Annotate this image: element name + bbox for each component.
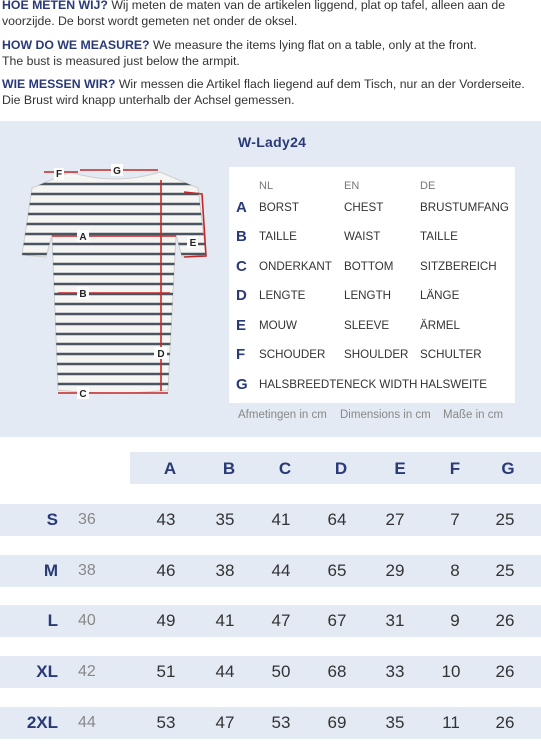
cell-d: 64 bbox=[327, 510, 347, 529]
cell-b: 44 bbox=[215, 662, 235, 681]
cell-d: 68 bbox=[327, 662, 347, 681]
cell-b: 41 bbox=[215, 611, 235, 630]
intro-en-label: HOW DO WE MEASURE? bbox=[2, 38, 150, 52]
column-header-e: E bbox=[394, 459, 406, 478]
legend-letter: D bbox=[236, 287, 247, 304]
size-number: 40 bbox=[78, 612, 96, 629]
cell-c: 41 bbox=[271, 510, 291, 529]
cell-c: 44 bbox=[271, 561, 291, 580]
legend-letter: A bbox=[236, 199, 247, 216]
legend-row-e bbox=[0, 317, 541, 345]
units-de: Maße in cm bbox=[443, 409, 504, 421]
cell-a: 53 bbox=[156, 713, 176, 732]
cell-c: 53 bbox=[271, 713, 291, 732]
diagram-label-b: B bbox=[79, 289, 87, 300]
size-number: 42 bbox=[78, 663, 96, 680]
column-header-b: B bbox=[222, 459, 236, 478]
intro-de-text: Wir messen die Artikel flach liegend auf dem Tisch, nur an der Vorderseite. bbox=[115, 77, 525, 91]
legend-header-nl: NL bbox=[259, 180, 274, 192]
cell-d: 69 bbox=[327, 713, 347, 732]
cell-f: 9 bbox=[450, 611, 460, 630]
legend-letter: E bbox=[236, 317, 247, 334]
table-row bbox=[0, 707, 541, 739]
legend-row-b bbox=[0, 228, 541, 256]
legend-nl: LENGTE bbox=[259, 289, 306, 302]
cell-b: 38 bbox=[215, 561, 235, 580]
cell-g: 25 bbox=[495, 561, 515, 580]
cell-g: 25 bbox=[495, 510, 515, 529]
table-row bbox=[0, 555, 541, 587]
legend-de: ÄRMEL bbox=[420, 319, 460, 332]
cell-g: 26 bbox=[495, 713, 515, 732]
size-number: 44 bbox=[78, 714, 96, 731]
legend-row-c bbox=[0, 258, 541, 286]
diagram-label-d: D bbox=[157, 349, 165, 360]
cell-f: 8 bbox=[450, 561, 460, 580]
cell-g: 26 bbox=[495, 662, 515, 681]
column-header-g: G bbox=[501, 459, 515, 478]
legend-de: SCHULTER bbox=[420, 348, 482, 361]
cell-g: 26 bbox=[495, 611, 515, 630]
cell-d: 67 bbox=[327, 611, 347, 630]
legend-en: BOTTOM bbox=[344, 260, 394, 273]
legend-letter: B bbox=[236, 228, 247, 245]
diagram-label-e: E bbox=[189, 238, 197, 249]
intro-en-text: We measure the items lying flat on a table, only at the front. bbox=[149, 38, 477, 52]
size-label: L bbox=[47, 611, 58, 630]
cell-a: 49 bbox=[156, 611, 176, 630]
legend-de: BRUSTUMFANG bbox=[420, 201, 509, 214]
column-header-d: D bbox=[334, 459, 348, 478]
size-number: 38 bbox=[78, 562, 96, 579]
diagram-label-a: A bbox=[79, 232, 87, 243]
intro-nl-text: Wij meten de maten van de artikelen liggend, plat op tafel, alleen aan de voorzijde. De borst wordt gemeten net onder de oksel. bbox=[2, 0, 506, 28]
legend-nl: MOUW bbox=[259, 319, 297, 332]
intro-en bbox=[0, 37, 541, 69]
table-row bbox=[0, 656, 541, 688]
legend-header-de: DE bbox=[420, 180, 436, 192]
legend-header-en: EN bbox=[344, 180, 360, 192]
cell-f: 10 bbox=[441, 662, 461, 681]
legend-en: SLEEVE bbox=[344, 319, 390, 332]
legend-nl: ONDERKANT bbox=[259, 260, 332, 273]
cell-e: 27 bbox=[385, 510, 405, 529]
legend-en: NECK WIDTH bbox=[344, 378, 418, 391]
legend-nl: BORST bbox=[259, 201, 299, 214]
cell-e: 33 bbox=[385, 662, 405, 681]
cell-e: 31 bbox=[385, 611, 405, 630]
cell-b: 35 bbox=[215, 510, 235, 529]
size-label: 2XL bbox=[26, 713, 58, 732]
size-label: S bbox=[46, 510, 58, 529]
legend-row-f bbox=[0, 346, 541, 374]
intro-de bbox=[0, 76, 541, 108]
size-number: 36 bbox=[78, 511, 96, 528]
legend-letter: F bbox=[236, 346, 246, 363]
intro-de-text-2: Die Brust wird knapp unterhalb der Achsel gemessen. bbox=[2, 93, 295, 107]
legend-en: SHOULDER bbox=[344, 348, 409, 361]
intro-nl bbox=[0, 0, 541, 29]
cell-f: 7 bbox=[450, 510, 460, 529]
cell-e: 35 bbox=[385, 713, 405, 732]
intro-nl-label: HOE METEN WIJ? bbox=[2, 0, 108, 12]
cell-a: 46 bbox=[156, 561, 176, 580]
column-header-f: F bbox=[449, 459, 461, 478]
legend-row-a bbox=[0, 199, 541, 227]
cell-f: 11 bbox=[442, 713, 460, 732]
intro-en-text-2: The bust is measured just below the armpit. bbox=[2, 54, 240, 68]
legend-en: CHEST bbox=[344, 201, 384, 214]
legend-nl: HALSBREEDTE bbox=[259, 378, 345, 391]
units-en: Dimensions in cm bbox=[340, 409, 431, 421]
model-name: W-Lady24 bbox=[238, 134, 307, 150]
cell-d: 65 bbox=[327, 561, 347, 580]
intro-de-label: WIE MESSEN WIR? bbox=[2, 77, 116, 91]
table-row bbox=[0, 605, 541, 637]
size-label: XL bbox=[36, 662, 58, 681]
diagram-label-g: G bbox=[113, 166, 121, 177]
table-row bbox=[0, 504, 541, 536]
cell-e: 29 bbox=[385, 561, 405, 580]
legend-de: HALSWEITE bbox=[420, 378, 487, 391]
cell-c: 47 bbox=[271, 611, 291, 630]
cell-c: 50 bbox=[271, 662, 291, 681]
legend-letter: C bbox=[236, 258, 247, 275]
column-header-a: A bbox=[163, 459, 177, 478]
diagram-label-c: C bbox=[79, 389, 87, 400]
cell-b: 47 bbox=[215, 713, 235, 732]
legend-de: TAILLE bbox=[420, 230, 458, 243]
legend-de: SITZBEREICH bbox=[420, 260, 497, 273]
units-nl: Afmetingen in cm bbox=[238, 409, 327, 421]
legend-row-g bbox=[0, 376, 541, 404]
cell-a: 51 bbox=[156, 662, 176, 681]
legend-nl: TAILLE bbox=[259, 230, 297, 243]
legend-row-d bbox=[0, 287, 541, 315]
size-label: M bbox=[43, 561, 58, 580]
column-header-c: C bbox=[278, 459, 292, 478]
diagram-label-f: F bbox=[55, 169, 63, 180]
cell-a: 43 bbox=[156, 510, 176, 529]
legend-en: WAIST bbox=[344, 230, 381, 243]
legend-en: LENGTH bbox=[344, 289, 392, 302]
legend-de: LÄNGE bbox=[420, 289, 460, 302]
legend-letter: G bbox=[236, 376, 248, 393]
legend-nl: SCHOUDER bbox=[259, 348, 326, 361]
